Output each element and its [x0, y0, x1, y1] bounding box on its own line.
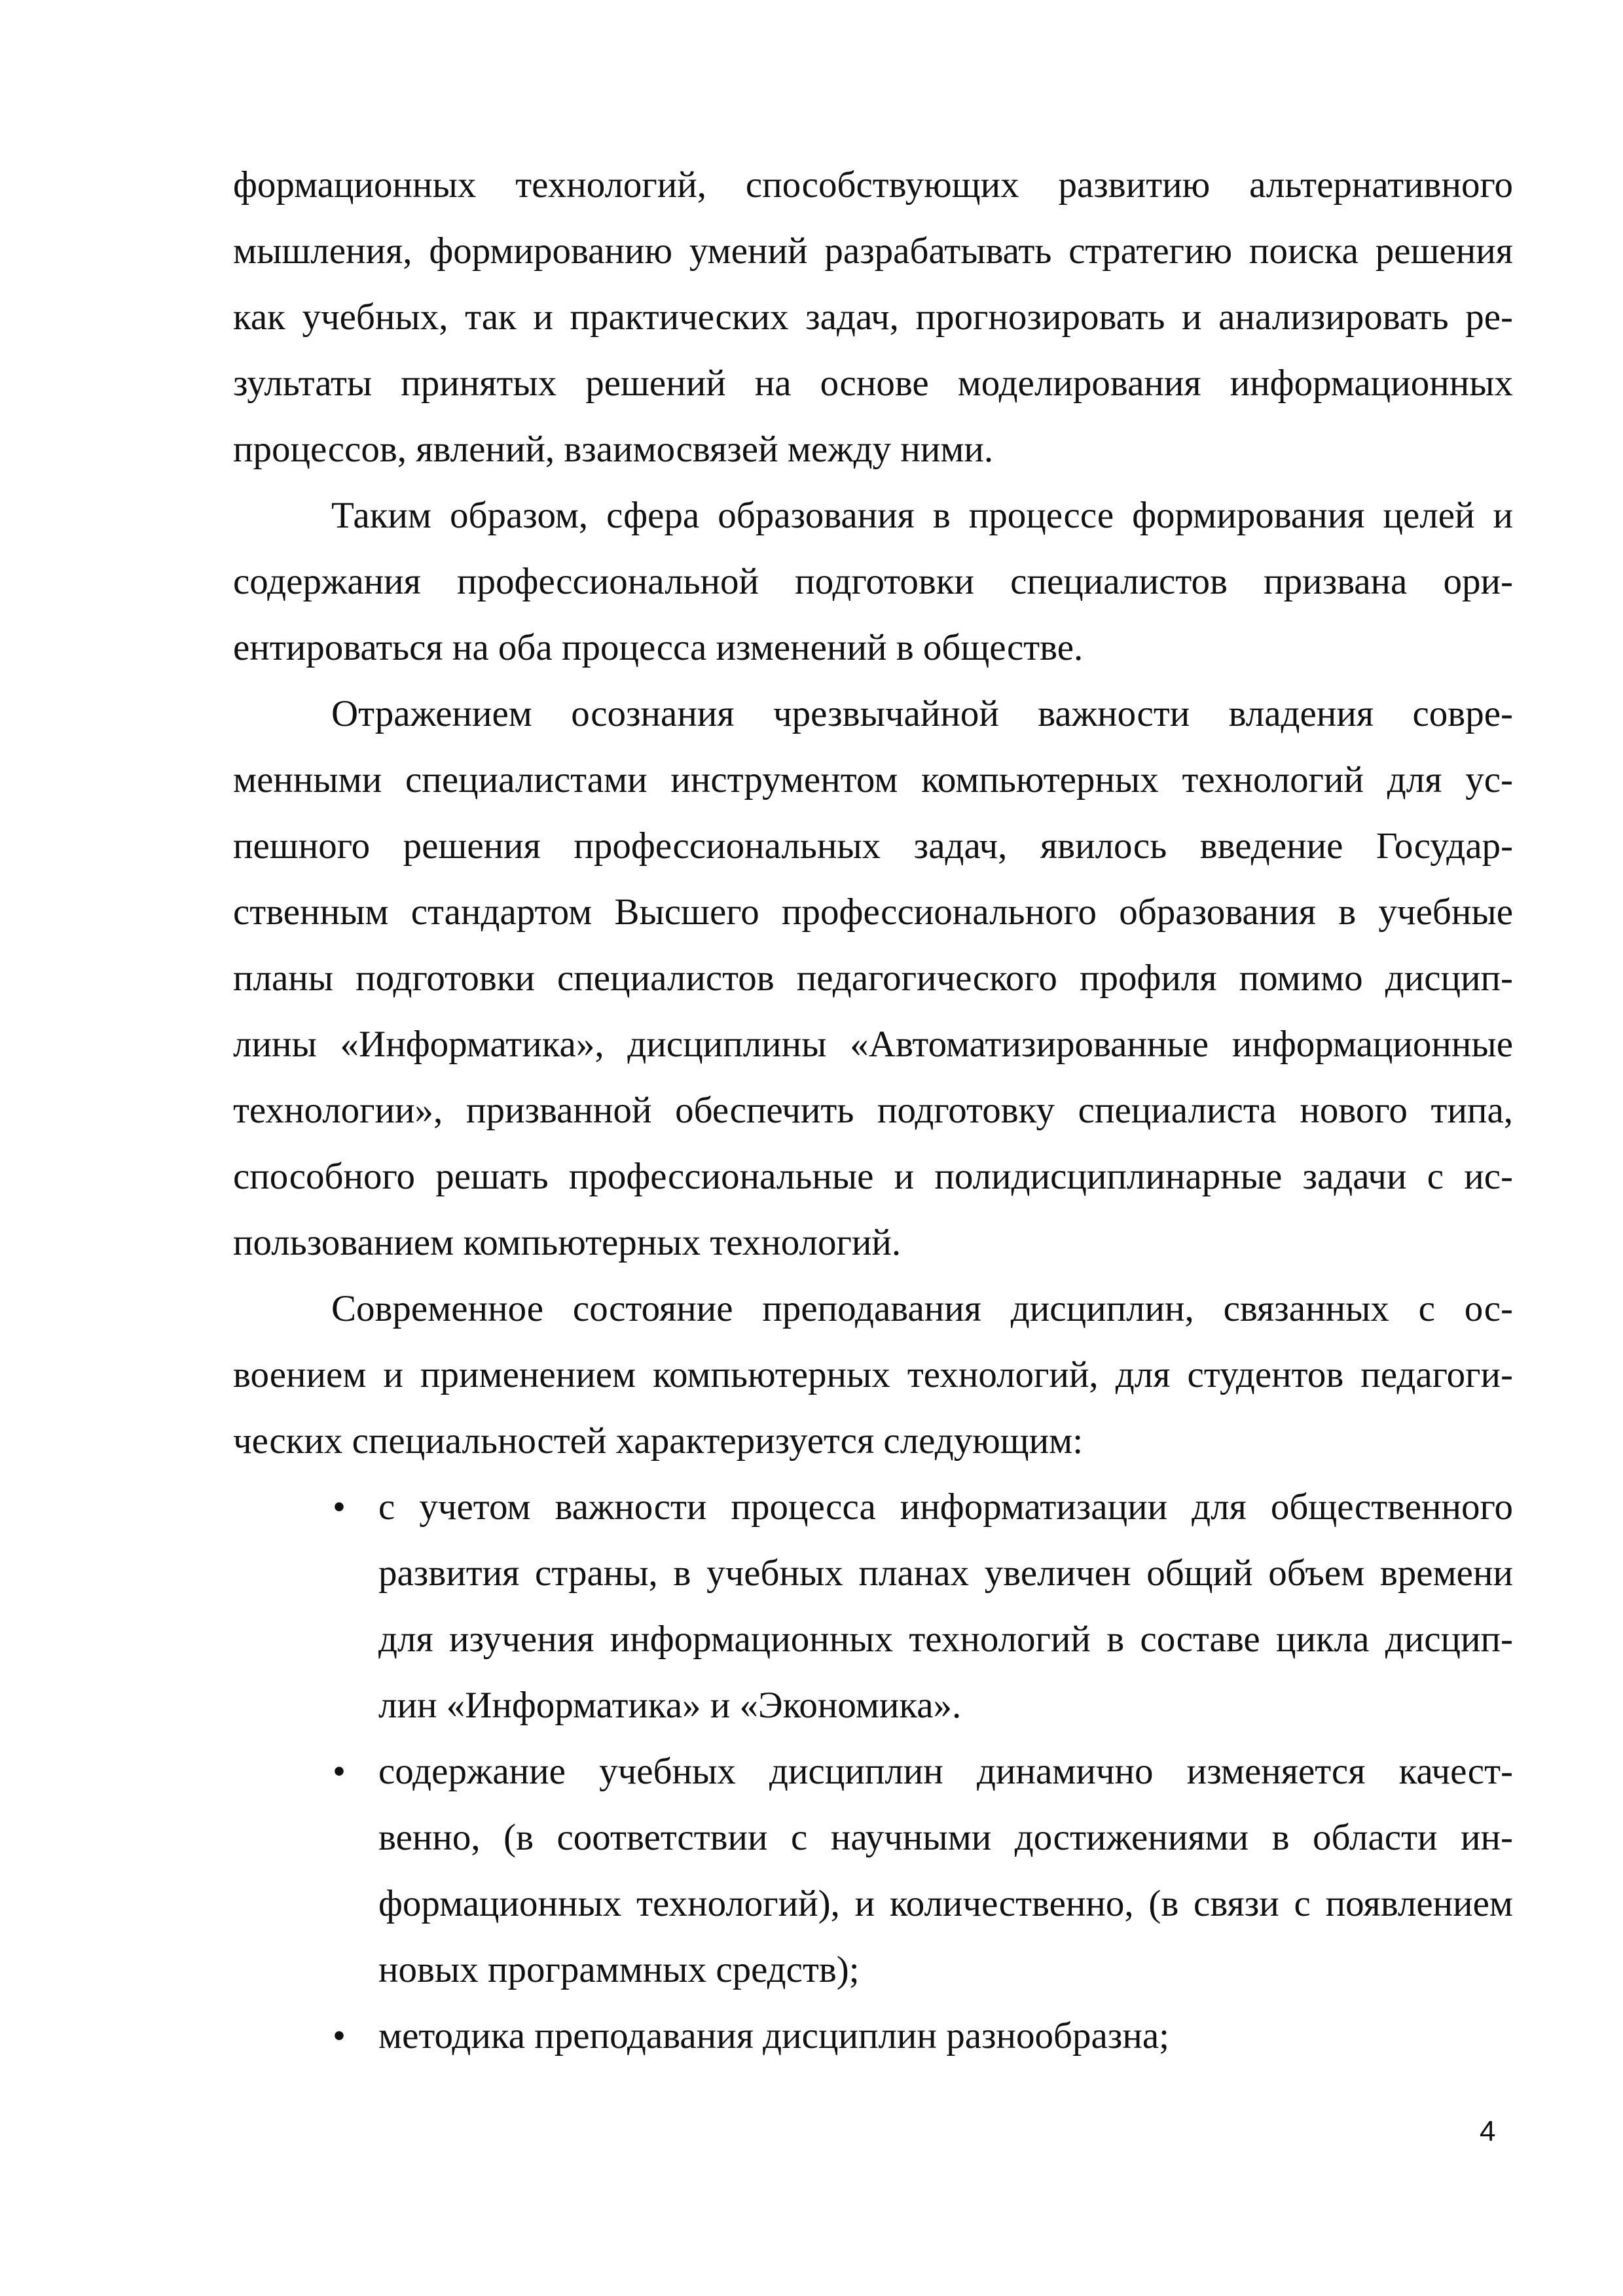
text-line: ческих специальностей характеризуется следующим: — [233, 1420, 1084, 1462]
list-item — [333, 1474, 1513, 1738]
text-line: ентироваться на оба процесса изменений в обществе. — [233, 627, 1084, 668]
text-line: формационных технологий, способствующих развитию альтернативного — [233, 164, 1513, 206]
bullet-icon: • — [333, 2015, 346, 2056]
paragraph-2 — [233, 482, 1513, 681]
text-line: пользованием компьютерных технологий. — [233, 1222, 902, 1263]
bullet-icon: • — [333, 1486, 346, 1528]
text-line: содержания профессиональной подготовки специалистов призвана ори- — [233, 561, 1513, 602]
text-line: лины «Информатика», дисциплины «Автоматизированные информационные — [233, 1024, 1513, 1065]
text-line: венно, (в соответствии с научными достижениями в области ин- — [378, 1817, 1513, 1858]
text-line: Таким образом, сфера образования в процессе формирования целей и — [331, 495, 1513, 536]
page-number: 4 — [1480, 2115, 1496, 2147]
list-item — [333, 1738, 1513, 2003]
text-line: мышления, формированию умений разрабатывать стратегию поиска решения — [233, 230, 1513, 272]
paragraph-4 — [233, 1276, 1513, 1474]
text-line: как учебных, так и практических задач, прогнозировать и анализировать ре- — [233, 296, 1513, 338]
document-body — [233, 152, 1513, 2069]
text-line: менными специалистами инструментом компьютерных технологий для ус- — [233, 759, 1513, 800]
text-line: Отражением осознания чрезвычайной важности владения совре- — [331, 693, 1513, 734]
text-line: ственным стандартом Высшего профессионального образования в учебные — [233, 891, 1513, 933]
text-line: воением и применением компьютерных технологий, для студентов педагоги- — [233, 1354, 1513, 1395]
text-line: новых программных средств); — [378, 1949, 860, 1990]
text-line: развития страны, в учебных планах увеличен общий объем времени — [378, 1552, 1513, 1594]
bullet-list — [233, 1474, 1513, 2069]
text-line: зультаты принятых решений на основе моделирования информационных — [233, 363, 1513, 404]
text-line: процессов, явлений, взаимосвязей между ними. — [233, 429, 994, 470]
text-line: с учетом важности процесса информатизации для общественного — [378, 1486, 1513, 1528]
text-line: способного решать профессиональные и полидисциплинарные задачи с ис- — [233, 1156, 1513, 1197]
text-line: содержание учебных дисциплин динамично изменяется качест- — [378, 1751, 1513, 1792]
text-line: пешного решения профессиональных задач, явилось введение Государ- — [233, 825, 1513, 867]
paragraph-3 — [233, 681, 1513, 1276]
text-line: лин «Информатика» и «Экономика». — [378, 1685, 962, 1726]
text-line: технологии», призванной обеспечить подготовку специалиста нового типа, — [233, 1090, 1513, 1131]
text-line: для изучения информационных технологий в составе цикла дисцип- — [378, 1619, 1513, 1660]
text-line: формационных технологий), и количественно, (в связи с появлением — [378, 1883, 1513, 1924]
list-item — [333, 2003, 1513, 2069]
text-line: Современное состояние преподавания дисциплин, связанных с ос- — [331, 1288, 1513, 1329]
text-line: планы подготовки специалистов педагогического профиля помимо дисцип- — [233, 958, 1513, 999]
paragraph-1 — [233, 152, 1513, 482]
bullet-icon: • — [333, 1751, 346, 1792]
text-line: методика преподавания дисциплин разнообразна; — [378, 2015, 1169, 2056]
